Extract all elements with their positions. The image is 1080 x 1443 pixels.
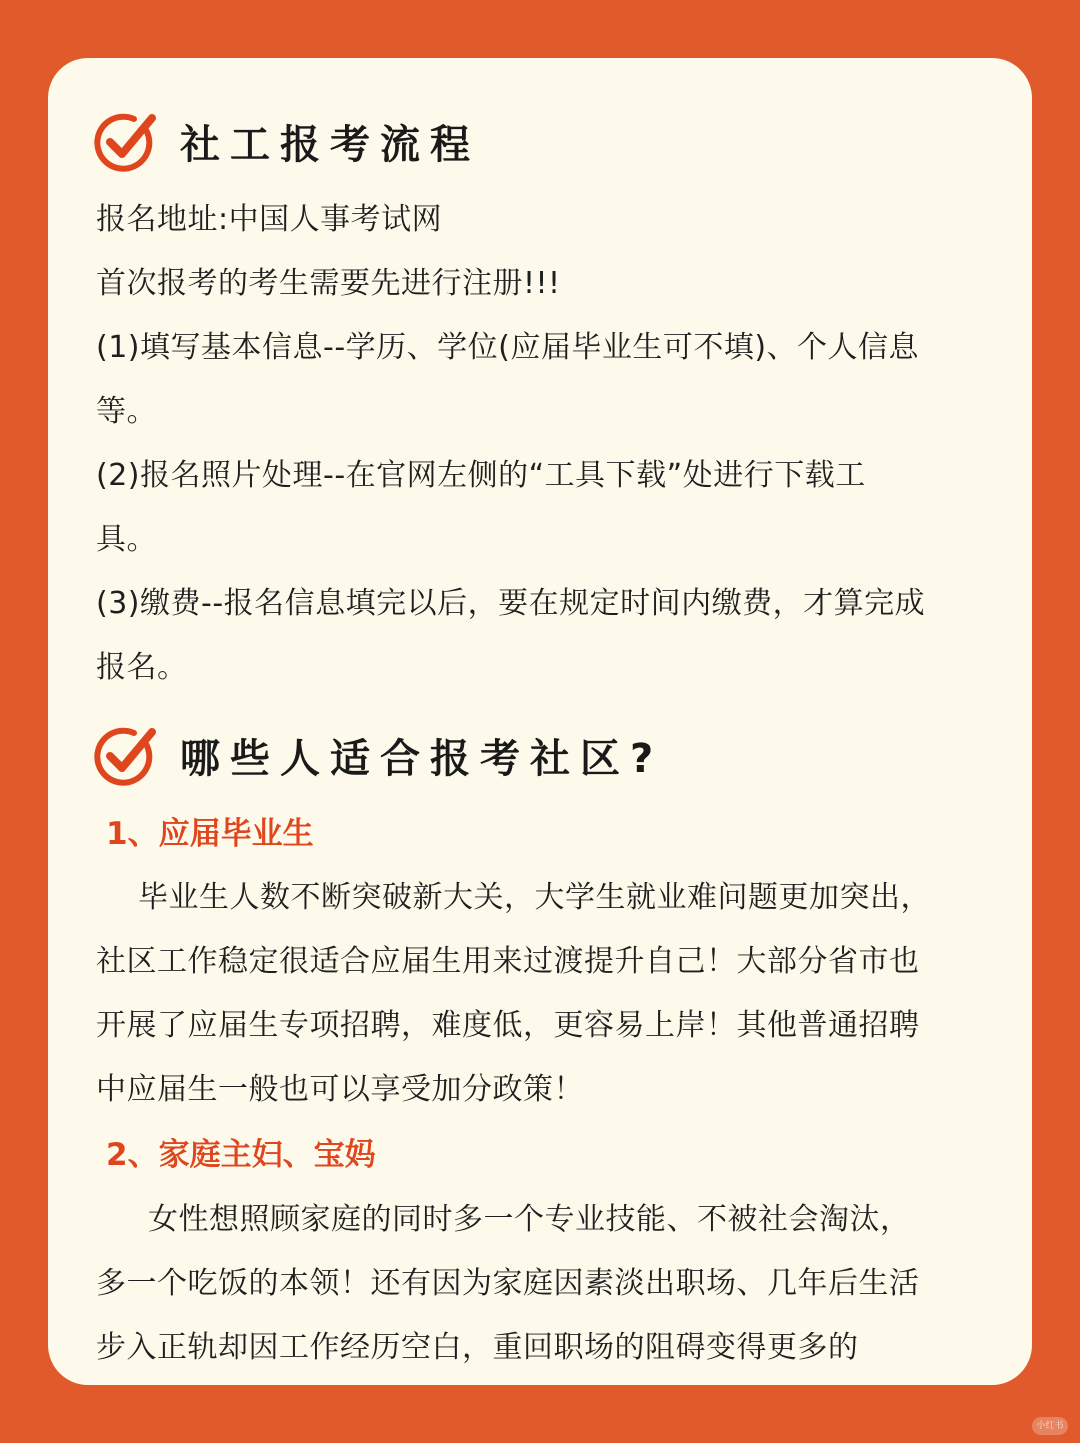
text-line: (3)缴费--报名信息填完以后，要在规定时间内缴费，才算完成 bbox=[96, 586, 926, 621]
text-line: 女性想照顾家庭的同时多一个专业技能、不被社会淘汰， bbox=[148, 1202, 911, 1237]
text-line: 步入正轨却因工作经历空白，重回职场的阻碍变得更多的 bbox=[96, 1330, 859, 1365]
text-line: 社区工作稳定很适合应届生用来过渡提升自己！大部分省市也 bbox=[96, 944, 920, 979]
text-line: 具。 bbox=[96, 522, 157, 557]
text-line: 报名地址:中国人事考试网 bbox=[96, 202, 443, 237]
section-title: 哪些人适合报考社区? bbox=[180, 735, 664, 782]
subheading-graduates: 1、应届毕业生 bbox=[106, 816, 314, 852]
section-heading-process bbox=[94, 110, 480, 172]
check-circle-icon bbox=[94, 110, 158, 172]
section-heading-suitable bbox=[94, 724, 663, 786]
watermark: 小红书 bbox=[1032, 1417, 1068, 1435]
text-line: 等。 bbox=[96, 394, 157, 429]
text-line: 中应届生一般也可以享受加分政策！ bbox=[96, 1072, 584, 1107]
text-line: 多一个吃饭的本领！还有因为家庭因素淡出职场、几年后生活 bbox=[96, 1266, 920, 1301]
text-line: 报名。 bbox=[96, 650, 188, 685]
text-line: 毕业生人数不断突破新大关，大学生就业难问题更加突出， bbox=[138, 880, 931, 915]
subheading-housewives: 2、家庭主妇、宝妈 bbox=[106, 1137, 376, 1173]
section-title: 社工报考流程 bbox=[180, 121, 480, 168]
text-line: 开展了应届生专项招聘，难度低，更容易上岸！其他普通招聘 bbox=[96, 1008, 920, 1043]
text-line: (2)报名照片处理--在官网左侧的“工具下载”处进行下载工 bbox=[96, 458, 866, 493]
content-card bbox=[48, 58, 1032, 1385]
text-line: (1)填写基本信息--学历、学位(应届毕业生可不填)、个人信息 bbox=[96, 330, 920, 365]
text-line: 首次报考的考生需要先进行注册!!! bbox=[96, 266, 561, 301]
check-circle-icon bbox=[94, 724, 158, 786]
